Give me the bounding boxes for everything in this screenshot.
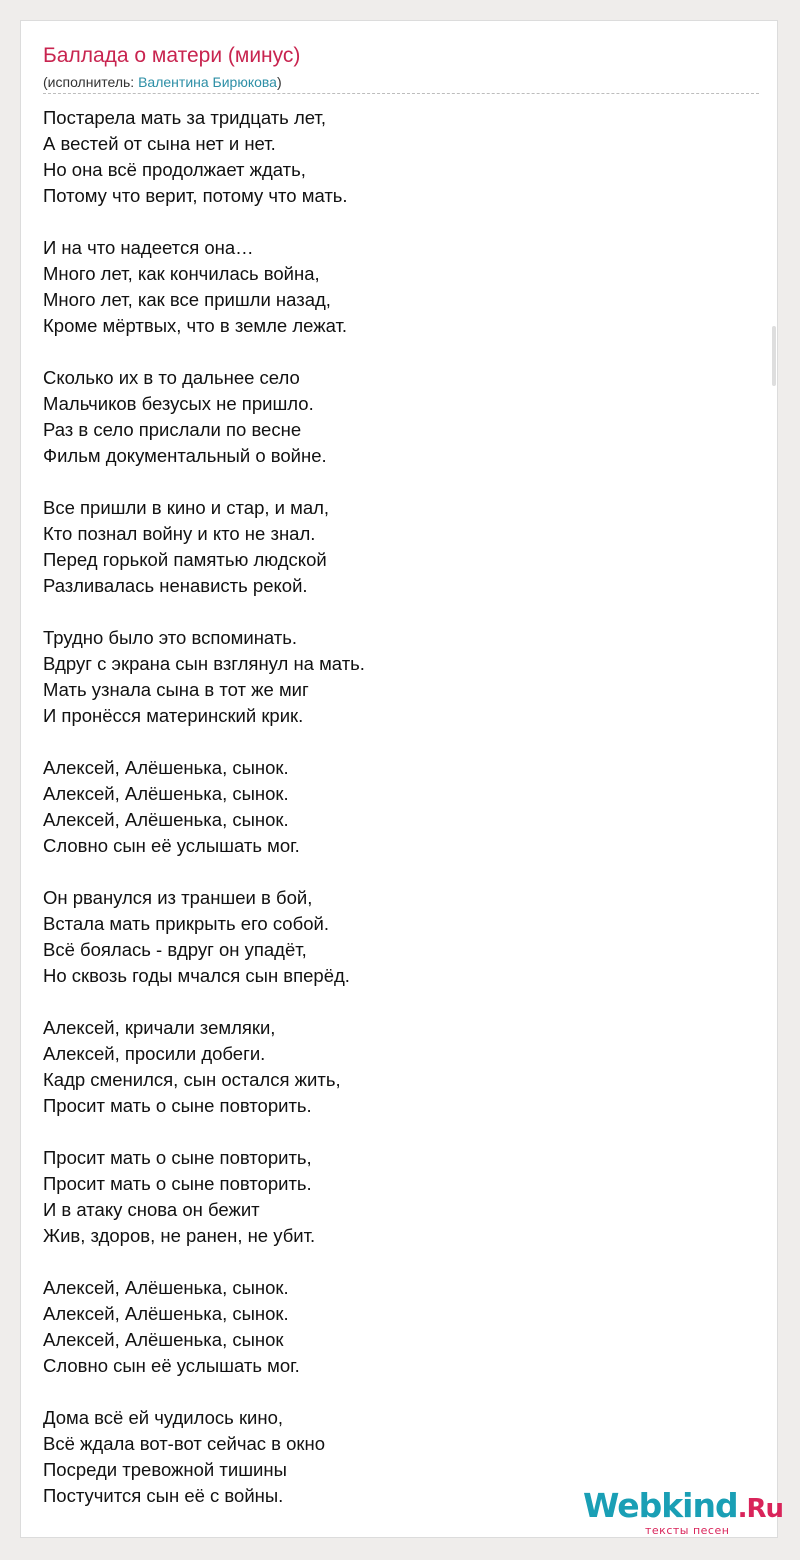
stanza xyxy=(43,885,759,989)
lyric-line: Постучится сын её с войны. xyxy=(43,1485,284,1506)
scrollbar-thumb[interactable] xyxy=(772,326,776,386)
webkind-logo[interactable] xyxy=(583,1486,784,1538)
lyric-line: Просит мать о сыне повторить. xyxy=(43,1173,312,1194)
artist-line xyxy=(43,74,282,90)
lyric-line: Разливалась ненависть рекой. xyxy=(43,575,308,596)
lyric-line: Посреди тревожной тишины xyxy=(43,1459,287,1480)
lyric-line: Кто познал войну и кто не знал. xyxy=(43,523,316,544)
lyric-line: Алексей, кричали земляки, xyxy=(43,1017,276,1038)
lyric-line: Алексей, Алёшенька, сынок. xyxy=(43,757,289,778)
stanza xyxy=(43,235,759,339)
lyric-line: Алексей, просили добеги. xyxy=(43,1043,266,1064)
lyric-line: Алексей, Алёшенька, сынок xyxy=(43,1329,284,1350)
lyric-line: Он рванулся из траншеи в бой, xyxy=(43,887,313,908)
lyric-line: Дома всё ей чудилось кино, xyxy=(43,1407,284,1428)
lyric-line: Всё ждала вот-вот сейчас в окно xyxy=(43,1433,325,1454)
logo-wordmark xyxy=(583,1488,783,1527)
lyric-line: Но она всё продолжает ждать, xyxy=(43,159,306,180)
lyric-line: Много лет, как кончилась война, xyxy=(43,263,320,284)
logo-suffix-text: .Ru xyxy=(737,1494,784,1524)
dashed-divider xyxy=(43,93,759,94)
stanza xyxy=(43,1015,759,1119)
lyric-line: Алексей, Алёшенька, сынок. xyxy=(43,783,289,804)
stanza xyxy=(43,365,759,469)
stanza xyxy=(43,1275,759,1379)
lyric-line: А вестей от сына нет и нет. xyxy=(43,133,276,154)
lyric-line: Кроме мёртвых, что в земле лежат. xyxy=(43,315,348,336)
lyric-line: И в атаку снова он бежит xyxy=(43,1199,260,1220)
artist-suffix: ) xyxy=(276,74,282,90)
artist-link[interactable]: Валентина Бирюкова xyxy=(138,74,277,90)
stanza xyxy=(43,105,759,209)
lyric-line: Трудно было это вспоминать. xyxy=(43,627,298,648)
lyric-line: Перед горькой памятью людской xyxy=(43,549,327,570)
lyric-line: Все пришли в кино и стар, и мал, xyxy=(43,497,330,518)
lyric-line: Сколько их в то дальнее село xyxy=(43,367,300,388)
logo-tagline: тексты песен xyxy=(645,1524,730,1537)
lyric-line: Много лет, как все пришли назад, xyxy=(43,289,331,310)
lyrics-card xyxy=(20,20,778,1538)
artist-prefix: (исполнитель: xyxy=(43,74,139,90)
lyric-line: Алексей, Алёшенька, сынок. xyxy=(43,1277,289,1298)
lyrics-body xyxy=(43,105,759,1535)
stanza xyxy=(43,495,759,599)
lyric-line: Просит мать о сыне повторить. xyxy=(43,1095,312,1116)
lyric-line: Жив, здоров, не ранен, не убит. xyxy=(43,1225,316,1246)
lyric-line: Мать узнала сына в тот же миг xyxy=(43,679,309,700)
lyric-line: Всё боялась - вдруг он упадёт, xyxy=(43,939,307,960)
lyric-line: Алексей, Алёшенька, сынок. xyxy=(43,1303,289,1324)
stanza xyxy=(43,755,759,859)
lyric-line: Встала мать прикрыть его собой. xyxy=(43,913,329,934)
logo-main-text: Webkind xyxy=(583,1486,738,1525)
lyric-line: Мальчиков безусых не пришло. xyxy=(43,393,314,414)
lyric-line: Постарела мать за тридцать лет, xyxy=(43,107,326,128)
lyric-line: Но сквозь годы мчался сын вперёд. xyxy=(43,965,350,986)
song-title: Баллада о матери (минус) xyxy=(43,44,301,67)
stanza xyxy=(43,1145,759,1249)
lyric-line: Фильм документальный о войне. xyxy=(43,445,327,466)
lyric-line: Вдруг с экрана сын взглянул на мать. xyxy=(43,653,365,674)
lyric-line: Раз в село прислали по весне xyxy=(43,419,302,440)
lyric-line: Просит мать о сыне повторить, xyxy=(43,1147,312,1168)
lyric-line: И пронёсся материнский крик. xyxy=(43,705,304,726)
lyric-line: Потому что верит, потому что мать. xyxy=(43,185,348,206)
lyric-line: Кадр сменился, сын остался жить, xyxy=(43,1069,341,1090)
lyric-line: И на что надеется она… xyxy=(43,237,254,258)
lyric-line: Словно сын её услышать мог. xyxy=(43,835,300,856)
stanza xyxy=(43,625,759,729)
lyric-line: Алексей, Алёшенька, сынок. xyxy=(43,809,289,830)
lyric-line: Словно сын её услышать мог. xyxy=(43,1355,300,1376)
